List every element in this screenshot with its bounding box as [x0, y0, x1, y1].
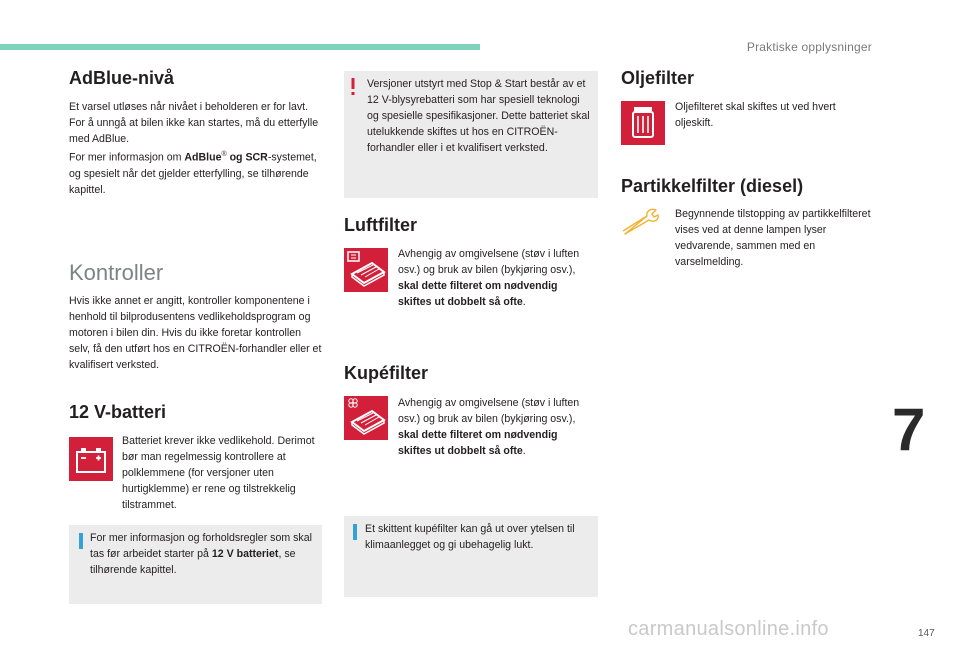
- info-icon: [79, 533, 83, 549]
- section-title: Praktiske opplysninger: [746, 40, 872, 54]
- luftfilter-title: Luftfilter: [344, 215, 417, 235]
- oljefilter-text: Oljefilteret skal skiftes ut ved hvert oljeskift.: [675, 101, 836, 129]
- warning-icon: [350, 78, 356, 96]
- top-accent-bar: [0, 44, 480, 50]
- info-icon: [353, 524, 357, 540]
- cabin-filter-icon: [344, 396, 388, 440]
- warning-text: Versjoner utstyrt med Stop & Start består av et 12 V-blysyrebatteri som har spesiell teknologi og spesielle spesifikasjoner. Dette batteriet skal utelukkende skiftes ut hos en CITROËN-forhandler eller i et kvalifisert verksted.: [367, 78, 590, 154]
- adblue-p2: For å unngå at bilen ikke kan startes, må du etterfylle med AdBlue.: [69, 117, 319, 145]
- partikkel-text: Begynnende tilstopping av partikkelfilteret vises ved at denne lampen lyser vedvarende, sammen med en varselmelding.: [675, 208, 871, 268]
- kupefilter-note: Et skittent kupéfilter kan gå ut over ytelsen til klimaanlegget og gi ubehagelig lukt.: [365, 523, 575, 551]
- watermark: carmanualsonline.info: [628, 618, 829, 640]
- adblue-text: [69, 99, 324, 198]
- kontroller-text: Hvis ikke annet er angitt, kontroller komponentene i henhold til bilprodusentens vedlikeholdsprogram og motoren i bilen din. Hvis du ikke foretar kontrollen selv, få den utført hos en CITROËN-forhandler eller et kvalifisert verksted.: [69, 295, 322, 371]
- adblue-p1: Et varsel utløses når nivået i beholderen er for lavt.: [69, 101, 309, 113]
- kupefilter-text: Avhengig av omgivelsene (støv i luften osv.) og bruk av bilen (bykjøring osv.), skal dette filteret om nødvendig skiftes ut dobbelt så ofte.: [398, 397, 580, 457]
- oil-filter-icon: [621, 101, 665, 145]
- luftfilter-text: Avhengig av omgivelsene (støv i luften osv.) og bruk av bilen (bykjøring osv.), skal dette filteret om nødvendig skiftes ut dobbelt så ofte.: [398, 248, 580, 308]
- air-filter-icon: [344, 248, 388, 292]
- batteri-note: For mer informasjon og forholdsregler som skal tas før arbeidet starter på 12 V batteriet, se tilhørende kapittel.: [90, 532, 312, 576]
- kupefilter-title: Kupéfilter: [344, 363, 429, 383]
- page-number: 147: [918, 628, 935, 639]
- partikkel-title: Partikkelfilter (diesel): [621, 176, 804, 196]
- oljefilter-title: Oljefilter: [621, 68, 695, 88]
- batteri-text: Batteriet krever ikke vedlikehold. Derimot bør man regelmessig kontrollere at polklemmene (for versjoner uten hurtigklemme) er rene og tilstrekkelig tilstrammet.: [122, 435, 315, 511]
- wrench-icon: [621, 207, 665, 235]
- battery-icon: [69, 437, 113, 481]
- chapter-number: 7: [892, 396, 926, 463]
- kontroller-title: Kontroller: [69, 260, 164, 285]
- adblue-title: AdBlue-nivå: [69, 68, 175, 88]
- adblue-p3: For mer informasjon om AdBlue® og SCR-systemet, og spesielt når det gjelder etterfylling, se tilhørende kapittel.: [69, 151, 317, 196]
- batteri-title: 12 V-batteri: [69, 402, 167, 422]
